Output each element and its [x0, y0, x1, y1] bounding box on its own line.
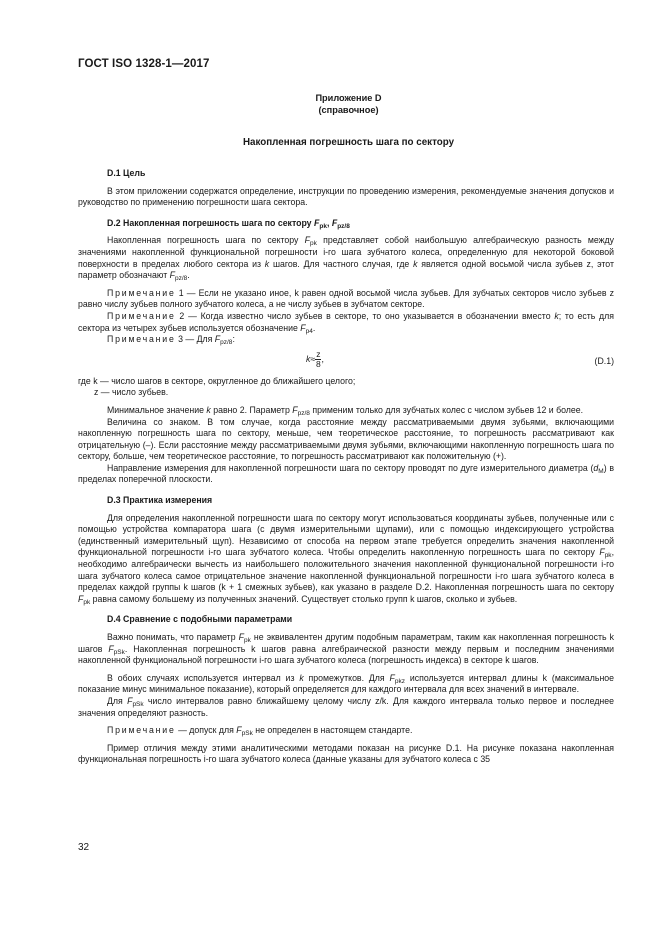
paragraph: Величина со знаком. В том случае, когда расстояние между рассматриваемыми двумя зубьями, включающими накопленную погрешность шага по сектору, меньше, чем теоретическое расстояние, то погрешность рассматривают как отрицательную (–). Если расстояние между рассматриваемыми двумя зубьями, включающими накопленную погрешность шага по сектору, больше, чем теоретическое расстояние, то погрешность рассматривают как положительную (+). — [78, 416, 614, 462]
paragraph: Для определения накопленной погрешности шага по сектору могут использоваться координаты зубьев, полученные или с помощью устройства компаратора шага (с двумя измерительными щупами), или с помощью индексирующего устройства (единственный измерительный щуп). Независимо от способа на первом этапе требуется определить значения накопленной функциональной погрешности i-го шага зубчатого колеса. Чтобы определить накопленную погрешность шага по сектору $F_{pk}$, необходимо алгебраически вычесть из наибольшего положительного значения накопленной функциональной погрешности i-го шага зубчатого колеса самое отрицательное значение накопленной функциональной погрешности i-го шага зубчатого колеса в пределах каждой группы k шагов (k + 1 смежных зубьев), как указано в разделе D.2. Накопленная погрешность шага по сектору $F_{pk}$ равна самому большему из полученных значений. Существует столько групп k шагов, сколько и зубьев. — [78, 512, 614, 606]
paragraph: Для $F_{pSk}$ число интервалов равно ближайшему целому числу z/k. Для каждого интервала только первое и последнее значения определяют разность. — [78, 695, 614, 718]
note-1: Примечание 1 — Если не указано иное, k равен одной восьмой числа зубьев. Для зубчатых секторов число зубьев z равно числу зубьев полного зубчатого колеса, а не числу зубьев в зубчатом секторе. — [78, 287, 614, 310]
paragraph: В этом приложении содержатся определение, инструкции по проведению измерения, рекомендуемые значения допусков и руководство по применению погрешности шага сектора. — [78, 185, 614, 208]
formula-d1 — [78, 346, 614, 376]
page-title: Накопленная погрешность шага по сектору — [242, 137, 455, 148]
section-heading-d4: D.4 Сравнение с подобными параметрами — [107, 614, 293, 625]
formula-expression: k≈ $\frac{z}{8}$ , — [306, 348, 324, 369]
page-number: 32 — [78, 842, 90, 853]
paragraph: Важно понимать, что параметр $F_{pk}$ не эквивалентен другим подобным параметрам, таким как накопленная погрешность k шагов $F_{pSk}$. Накопленная погрешность k шагов равна алгебраической разности между первым и последним значениями накопленной функциональной погрешности i-го шага зубчатого колеса (погрешность индекса) в секторе k шагов. — [78, 632, 614, 666]
section-heading-d1: D.1 Цель — [107, 168, 146, 178]
note-3: Примечание 3 — Для $F_{pz/8}$: — [107, 334, 235, 347]
paragraph: Минимальное значение k равно 2. Параметр $F_{pz/8}$ применим только для зубчатых колес с числом зубьев 12 и более. — [107, 404, 584, 417]
annex-heading — [0, 92, 661, 116]
fraction: $\frac{z}{8}$ — [315, 348, 321, 369]
section-heading-d2: D.2 Накопленная погрешность шага по сектору $F_{pk}$, $F_{pz/8}$ — [107, 217, 350, 230]
annex-status: (справочное) — [318, 105, 379, 115]
annex-title: Приложение D — [315, 93, 382, 103]
document-body — [78, 168, 614, 766]
where-k: где k — число шагов в секторе, округленное до ближайшего целого; — [78, 375, 356, 386]
where-z: z — число зубьев. — [94, 387, 169, 398]
standard-header: ГОСТ ISO 1328-1—2017 — [78, 58, 210, 70]
paragraph: Накопленная погрешность шага по сектору $F_{pk}$ представляет собой наибольшую алгебраическую разность между значениями накопленной функциональной погрешности i-го шага зубчатого колеса, определенную для некоторой боковой поверхности в пределах любого сектора из k шагов. Для частного случая, где k является одной восьмой числа зубьев z, этот параметр обозначают $F_{pz/8}$. — [78, 235, 615, 283]
note: Примечание — допуск для $F_{pSk}$ не определен в настоящем стандарте. — [107, 725, 413, 738]
equation-number: (D.1) — [594, 355, 614, 366]
paragraph: В обоих случаях используется интервал из k промежутков. Для $F_{pkz}$ используется интервал длины k (максимальное показание минус минимальное показание), который определяется для каждого интервала для всех значений в интервале. — [78, 672, 615, 695]
paragraph: Направление измерения для накопленной погрешности шага по сектору проводят по дуге измерительного диаметра $(d_M)$ в пределах поперечной плоскости. — [78, 462, 614, 485]
note-2: Примечание 2 — Когда известно число зубьев в секторе, то оно указывается в обозначении вместо k; то есть для сектора из четырех зубьев используется обозначение $F_{p4}$. — [78, 310, 614, 335]
paragraph: Пример отличия между этими аналитическими методами показан на рисунке D.1. На рисунке показана накопленная функциональная погрешность i-го шага зубчатого колеса (данные указаны для зубчатого колеса с 35 — [78, 742, 614, 765]
section-heading-d3: D.3 Практика измерения — [107, 495, 213, 506]
